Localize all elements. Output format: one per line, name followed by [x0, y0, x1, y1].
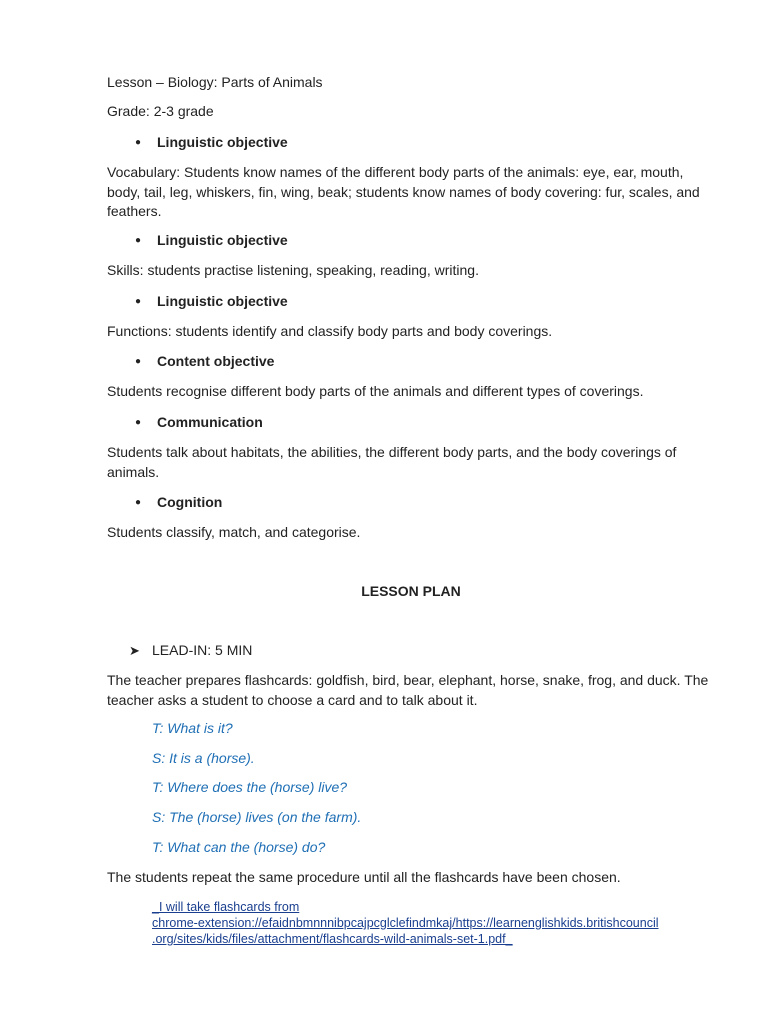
- dialogue-line: T: What is it?: [152, 720, 233, 736]
- objective-heading: Communication: [157, 414, 263, 430]
- note-line: _I will take flashcards from: [152, 900, 300, 914]
- objective-heading: Linguistic objective: [157, 293, 288, 309]
- objective-heading: Cognition: [157, 494, 223, 510]
- objective-heading: Content objective: [157, 353, 275, 369]
- bullet-dot-icon: ●: [135, 235, 142, 246]
- bullet-dot-icon: ●: [135, 497, 142, 508]
- objective-text: Functions: students identify and classify body parts and body coverings.: [107, 323, 553, 339]
- intro-text: The teacher prepares flashcards: goldfish, bird, bear, elephant, horse, snake, frog, and duck. The teacher asks a student to choose a card and to talk about it.: [107, 672, 709, 708]
- lead-in-label: LEAD-IN: 5 MIN: [152, 642, 253, 658]
- dialogue-line: T: Where does the (horse) live?: [152, 779, 348, 795]
- arrow-bullet-icon: ➤: [129, 643, 140, 658]
- objective-text: Students classify, match, and categorise.: [107, 524, 361, 540]
- note-link[interactable]: chrome-extension://efaidnbmnnnibpcajpcglclefindmkaj/https://learnenglishkids.britishcouncil: [152, 916, 659, 930]
- grade-line: Grade: 2-3 grade: [107, 103, 214, 119]
- objective-heading: Linguistic objective: [157, 232, 288, 248]
- objective-heading: Linguistic objective: [157, 134, 288, 150]
- note-link[interactable]: .org/sites/kids/files/attachment/flashcards-wild-animals-set-1.pdf_: [152, 932, 513, 946]
- objective-text: Students recognise different body parts of the animals and different types of coverings.: [107, 383, 644, 399]
- bullet-dot-icon: ●: [135, 417, 142, 428]
- dialogue-line: S: The (horse) lives (on the farm).: [152, 809, 362, 825]
- closing-text: The students repeat the same procedure until all the flashcards have been chosen.: [107, 869, 621, 885]
- bullet-dot-icon: ●: [135, 137, 142, 148]
- bullet-dot-icon: ●: [135, 296, 142, 307]
- objective-text: Skills: students practise listening, speaking, reading, writing.: [107, 262, 479, 278]
- flashcard-source-note: [152, 899, 722, 947]
- objective-text: Vocabulary: Students know names of the different body parts of the animals: eye, ear, mouth, body, tail, leg, whiskers, fin, wing, beak; students know names of body covering: fur, scales, and feathers.: [107, 164, 700, 219]
- bullet-dot-icon: ●: [135, 356, 142, 367]
- lesson-title: Lesson – Biology: Parts of Animals: [107, 74, 323, 90]
- lesson-plan-heading: LESSON PLAN: [361, 583, 461, 599]
- objective-text: Students talk about habitats, the abilities, the different body parts, and the body coverings of animals.: [107, 444, 677, 480]
- dialogue-line: S: It is a (horse).: [152, 750, 255, 766]
- dialogue-line: T: What can the (horse) do?: [152, 839, 326, 855]
